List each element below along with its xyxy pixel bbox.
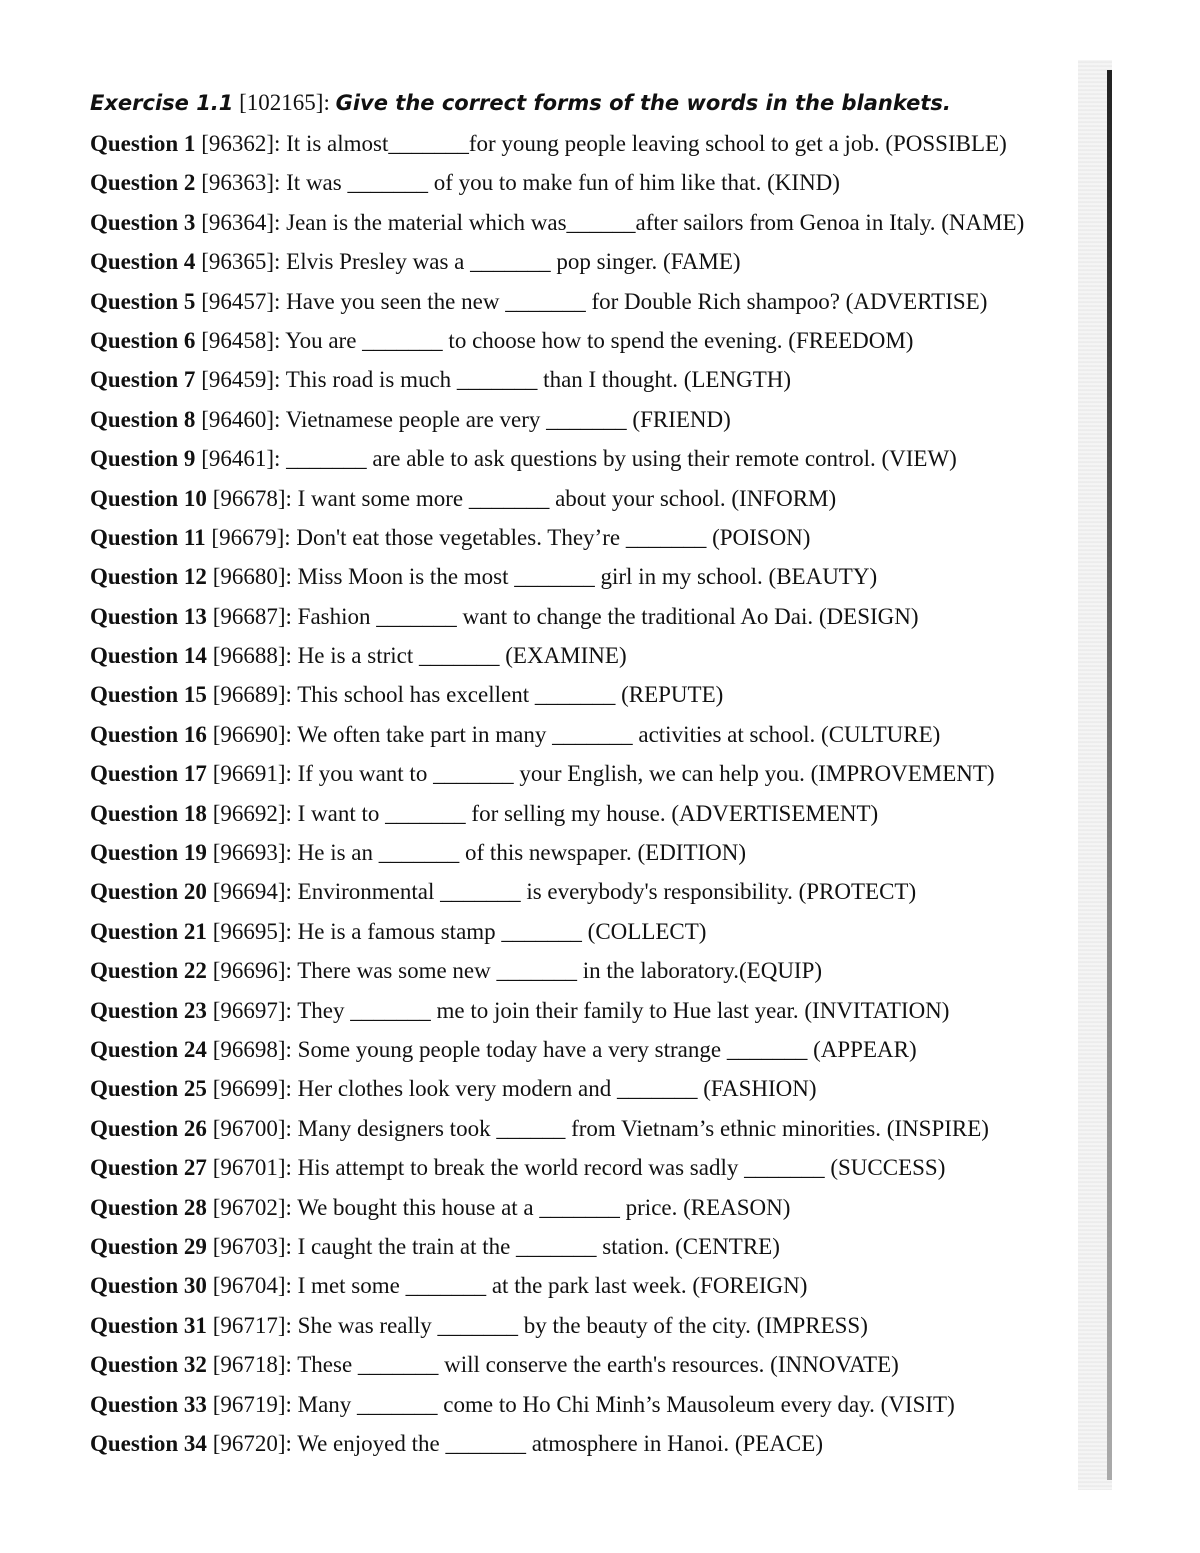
question-label: Question 4: [90, 249, 196, 275]
question-text: [96691]: If you want to _______ your English, we can help you. (IMPROVEMENT): [212, 761, 995, 787]
question-list: [90, 124, 1100, 1463]
question-item: [90, 912, 1100, 951]
question-label: Question 13: [90, 603, 207, 629]
question-text: [96719]: Many _______ come to Ho Chi Minh’s Mausoleum every day. (VISIT): [212, 1391, 955, 1417]
question-item: [90, 360, 1100, 399]
question-item: [90, 163, 1100, 202]
question-item: [90, 1345, 1100, 1384]
question-text: [96678]: I want some more _______ about your school. (INFORM): [212, 485, 837, 511]
exercise-heading: [90, 86, 1100, 120]
question-text: [96690]: We often take part in many _______ activities at school. (CULTURE): [212, 721, 941, 747]
question-text: [96703]: I caught the train at the _______ station. (CENTRE): [212, 1233, 780, 1259]
question-item: [90, 1306, 1100, 1345]
question-text: [96693]: He is an _______ of this newspaper. (EDITION): [212, 840, 747, 866]
question-item: [90, 754, 1100, 793]
question-label: Question 10: [90, 485, 207, 511]
question-item: [90, 991, 1100, 1030]
question-label: Question 5: [90, 288, 196, 314]
question-label: Question 3: [90, 209, 196, 235]
scan-binding-line: [1107, 70, 1112, 1480]
question-label: Question 28: [90, 1194, 207, 1220]
question-item: [90, 675, 1100, 714]
question-label: Question 22: [90, 958, 207, 984]
question-label: Question 33: [90, 1391, 207, 1417]
question-label: Question 27: [90, 1155, 207, 1181]
question-item: [90, 951, 1100, 990]
question-item: [90, 557, 1100, 596]
question-label: Question 14: [90, 643, 207, 669]
question-item: [90, 1109, 1100, 1148]
exercise-instruction: Give the correct forms of the words in the blankets.: [335, 91, 951, 115]
question-item: [90, 321, 1100, 360]
question-label: Question 29: [90, 1233, 207, 1259]
question-label: Question 17: [90, 761, 207, 787]
question-item: [90, 1148, 1100, 1187]
question-label: Question 19: [90, 840, 207, 866]
question-text: [96704]: I met some _______ at the park last week. (FOREIGN): [212, 1273, 808, 1299]
question-text: [96461]: _______ are able to ask questions by using their remote control. (VIEW): [201, 446, 957, 472]
question-item: [90, 518, 1100, 557]
question-label: Question 34: [90, 1430, 207, 1456]
question-item: [90, 242, 1100, 281]
question-label: Question 31: [90, 1312, 207, 1338]
question-label: Question 25: [90, 1076, 207, 1102]
question-label: Question 21: [90, 918, 207, 944]
question-label: Question 26: [90, 1115, 207, 1141]
question-label: Question 16: [90, 721, 207, 747]
question-item: [90, 1227, 1100, 1266]
question-text: [96460]: Vietnamese people are very _______ (FRIEND): [201, 406, 731, 432]
question-text: [96718]: These _______ will conserve the earth's resources. (INNOVATE): [212, 1352, 899, 1378]
question-item: [90, 439, 1100, 478]
question-text: [96459]: This road is much _______ than I thought. (LENGTH): [201, 367, 792, 393]
question-text: [96696]: There was some new _______ in the laboratory.(EQUIP): [212, 958, 823, 984]
question-item: [90, 597, 1100, 636]
question-item: [90, 715, 1100, 754]
question-text: [96701]: His attempt to break the world record was sadly _______ (SUCCESS): [212, 1155, 946, 1181]
question-item: [90, 1385, 1100, 1424]
question-item: [90, 1424, 1100, 1463]
question-item: [90, 833, 1100, 872]
question-text: [96692]: I want to _______ for selling my house. (ADVERTISEMENT): [212, 800, 879, 826]
question-text: [96687]: Fashion _______ want to change the traditional Ao Dai. (DESIGN): [212, 603, 919, 629]
question-text: [96699]: Her clothes look very modern and _______ (FASHION): [212, 1076, 817, 1102]
question-label: Question 1: [90, 131, 196, 156]
question-label: Question 9: [90, 446, 196, 472]
question-item: [90, 1069, 1100, 1108]
question-item: [90, 794, 1100, 833]
question-text: [96717]: She was really _______ by the beauty of the city. (IMPRESS): [212, 1312, 868, 1338]
question-text: [96679]: Don't eat those vegetables. They’re _______ (POISON): [211, 524, 811, 550]
question-label: Question 20: [90, 879, 207, 905]
question-text: [96702]: We bought this house at a _______ price. (REASON): [212, 1194, 791, 1220]
question-label: Question 18: [90, 800, 207, 826]
question-label: Question 23: [90, 997, 207, 1023]
question-text: [96720]: We enjoyed the _______ atmosphere in Hanoi. (PEACE): [212, 1430, 823, 1456]
question-label: Question 6: [90, 327, 196, 353]
question-label: Question 11: [90, 524, 206, 550]
question-item: [90, 1188, 1100, 1227]
question-label: Question 24: [90, 1036, 207, 1062]
question-text: [96458]: You are _______ to choose how to spend the evening. (FREEDOM): [201, 327, 914, 353]
question-text: [96689]: This school has excellent _______ (REPUTE): [212, 682, 724, 708]
question-label: Question 8: [90, 406, 196, 432]
question-text: [96680]: Miss Moon is the most _______ girl in my school. (BEAUTY): [212, 564, 878, 590]
question-label: Question 2: [90, 170, 196, 196]
worksheet-content: [90, 86, 1100, 1463]
question-text: [96364]: Jean is the material which was______after sailors from Genoa in Italy. (NAME): [201, 209, 1025, 235]
question-label: Question 30: [90, 1273, 207, 1299]
question-item: [90, 1266, 1100, 1305]
question-text: [96698]: Some young people today have a very strange _______ (APPEAR): [212, 1036, 917, 1062]
question-text: [96362]: It is almost_______for young people leaving school to get a job. (POSSIBLE): [201, 131, 1007, 156]
question-text: [96697]: They _______ me to join their family to Hue last year. (INVITATION): [212, 997, 950, 1023]
question-label: Question 7: [90, 367, 196, 393]
question-item: [90, 636, 1100, 675]
question-item: [90, 872, 1100, 911]
question-text: [96457]: Have you seen the new _______ for Double Rich shampoo? (ADVERTISE): [201, 288, 988, 314]
question-item: [90, 203, 1100, 242]
question-text: [96700]: Many designers took ______ from Vietnam’s ethnic minorities. (INSPIRE): [212, 1115, 989, 1141]
question-text: [96688]: He is a strict _______ (EXAMINE): [212, 643, 627, 669]
exercise-label: Exercise 1.1: [90, 91, 234, 115]
question-item: [90, 400, 1100, 439]
question-label: Question 32: [90, 1352, 207, 1378]
question-text: [96363]: It was _______ of you to make fun of him like that. (KIND): [201, 170, 840, 196]
question-item: [90, 124, 1100, 163]
question-text: [96365]: Elvis Presley was a _______ pop singer. (FAME): [201, 249, 741, 275]
exercise-code: [102165]:: [239, 90, 330, 115]
question-item: [90, 282, 1100, 321]
question-item: [90, 1030, 1100, 1069]
question-label: Question 12: [90, 564, 207, 590]
question-text: [96694]: Environmental _______ is everybody's responsibility. (PROTECT): [212, 879, 917, 905]
question-text: [96695]: He is a famous stamp _______ (COLLECT): [212, 918, 707, 944]
question-label: Question 15: [90, 682, 207, 708]
question-item: [90, 479, 1100, 518]
